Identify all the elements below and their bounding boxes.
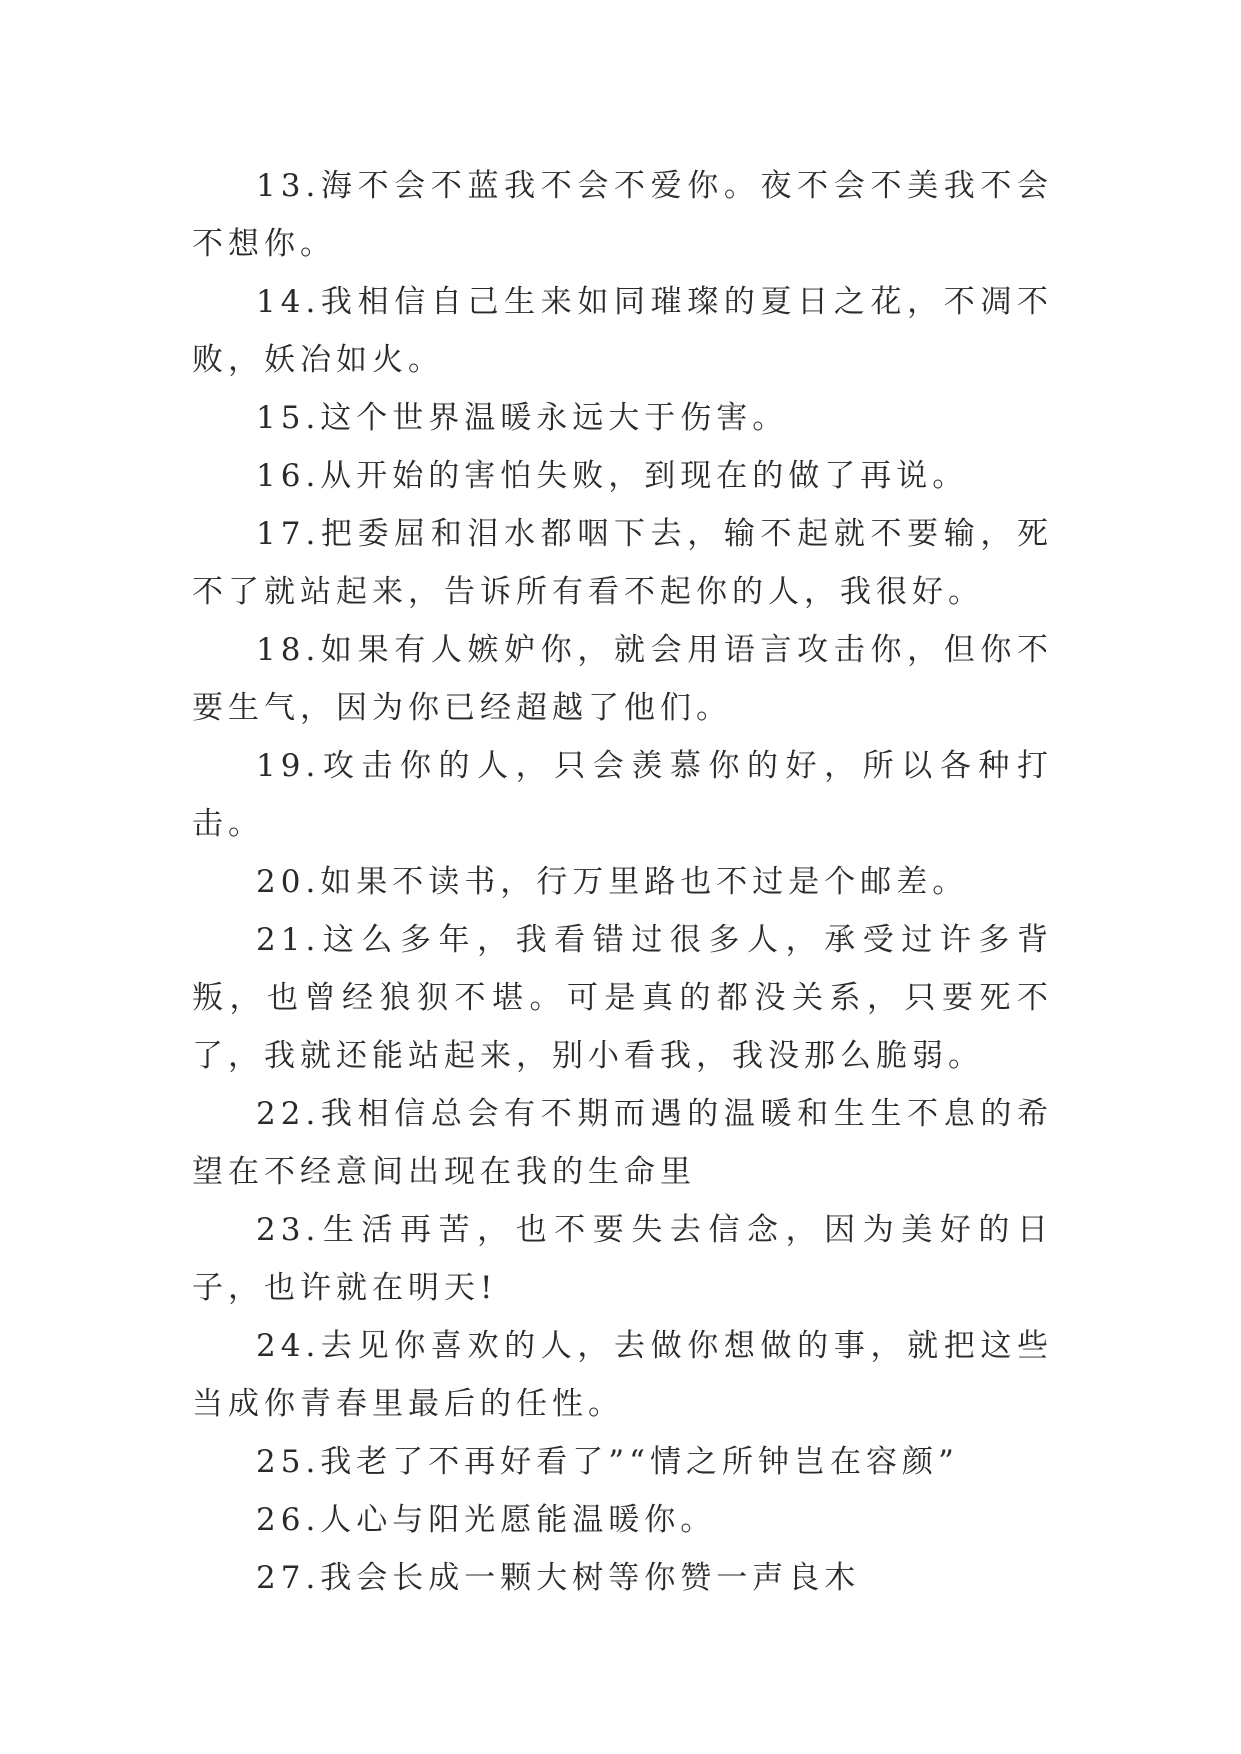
paragraph-19: 19.攻击你的人，只会羡慕你的好，所以各种打击。 [192,748,1053,842]
paragraph-17: 17.把委屈和泪水都咽下去，输不起就不要输，死不了就站起来，告诉所有看不起你的人，我很好。 [192,516,1053,610]
document-body [192,157,1053,1607]
paragraph-24: 24.去见你喜欢的人，去做你想做的事，就把这些当成你青春里最后的任性。 [192,1328,1053,1422]
paragraph-16: 16.从开始的害怕失败，到现在的做了再说。 [256,458,969,494]
paragraph-14: 14.我相信自己生来如同璀璨的夏日之花，不凋不败，妖冶如火。 [192,284,1053,378]
paragraph-27: 27.我会长成一颗大树等你赞一声良木 [256,1560,861,1596]
paragraph-22: 22.我相信总会有不期而遇的温暖和生生不息的希望在不经意间出现在我的生命里 [192,1096,1053,1190]
paragraph-21: 21.这么多年，我看错过很多人，承受过许多背叛，也曾经狼狈不堪。可是真的都没关系，只要死不了，我就还能站起来，别小看我，我没那么脆弱。 [192,922,1053,1074]
paragraph-25: 25.我老了不再好看了”“情之所钟岂在容颜” [256,1444,959,1480]
paragraph-23: 23.生活再苦，也不要失去信念，因为美好的日子，也许就在明天! [192,1212,1053,1306]
paragraph-18: 18.如果有人嫉妒你，就会用语言攻击你，但你不要生气，因为你已经超越了他们。 [192,632,1053,726]
paragraph-13: 13.海不会不蓝我不会不爱你。夜不会不美我不会不想你。 [192,168,1053,262]
paragraph-15: 15.这个世界温暖永远大于伤害。 [256,400,789,436]
paragraph-20: 20.如果不读书，行万里路也不过是个邮差。 [256,864,969,900]
paragraph-26: 26.人心与阳光愿能温暖你。 [256,1502,717,1538]
